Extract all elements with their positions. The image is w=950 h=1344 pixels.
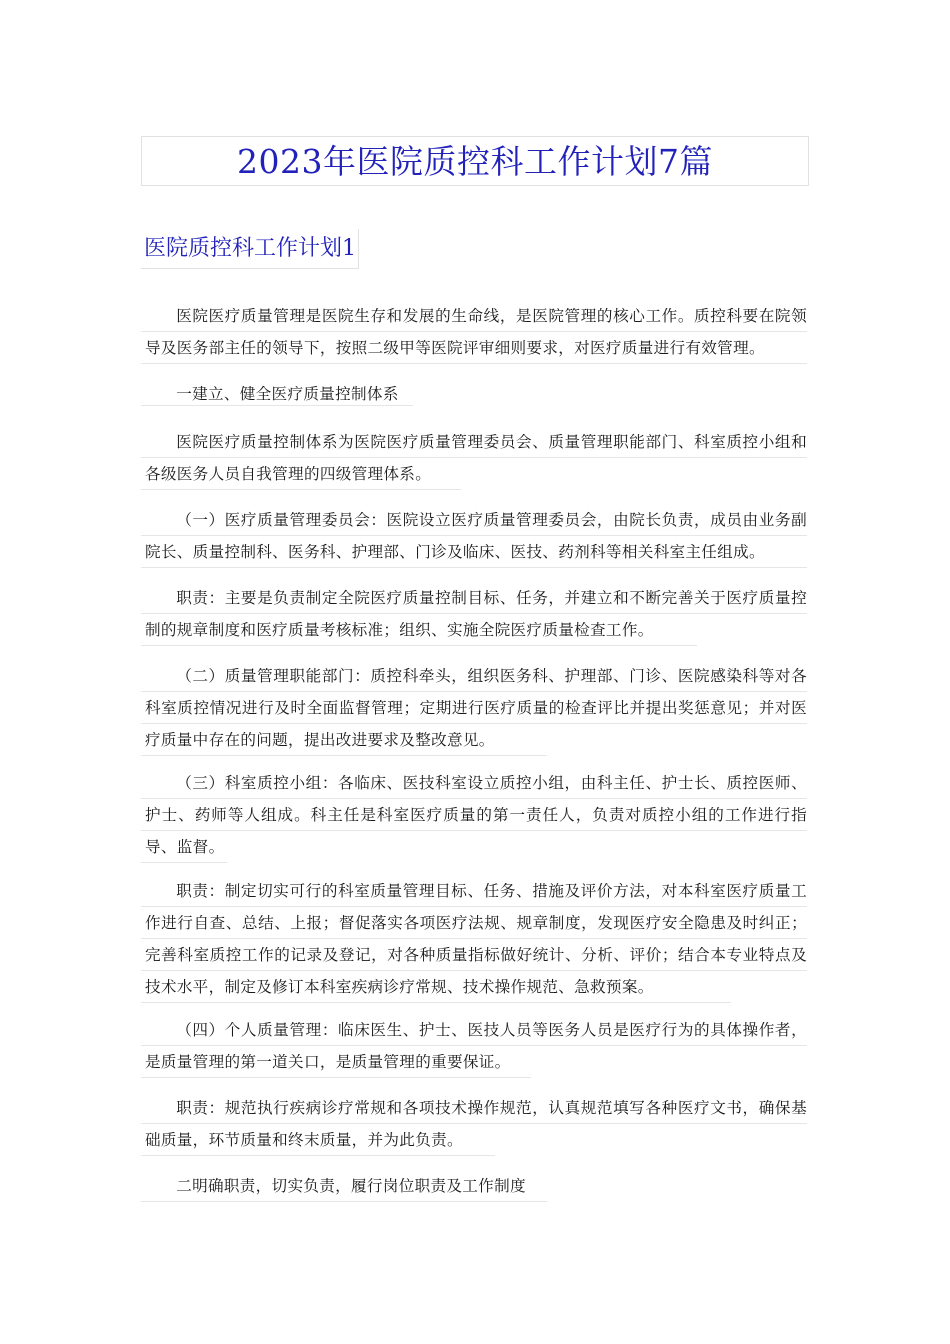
line-guide bbox=[141, 567, 807, 568]
line-guide bbox=[141, 906, 807, 907]
line-guide bbox=[141, 723, 807, 724]
line-guide bbox=[141, 489, 461, 490]
line-guide bbox=[141, 938, 807, 939]
paragraph-heading-1: 一建立、健全医疗质量控制体系 bbox=[176, 385, 399, 403]
line-guide bbox=[141, 970, 807, 971]
line-guide bbox=[141, 645, 697, 646]
paragraph-team: （三）科室质控小组：各临床、医技科室设立质控小组，由科主任、护士长、质控医师、护士、药师等人组成。科主任是科室医疗质量的第一责任人，负责对质控小组的工作进行指导、监督。 bbox=[145, 774, 807, 856]
section-heading: 医院质控科工作计划1 bbox=[144, 235, 356, 261]
line-guide bbox=[141, 1077, 531, 1078]
line-guide bbox=[141, 798, 807, 799]
paragraph-committee: （一）医疗质量管理委员会：医院设立医疗质量管理委员会，由院长负责，成员由业务副院长、质量控制科、医务科、护理部、门诊及临床、医技、药剂科等相关科室主任组成。 bbox=[145, 511, 807, 561]
line-guide bbox=[141, 1002, 731, 1003]
line-guide bbox=[141, 457, 807, 458]
title-frame bbox=[141, 136, 809, 186]
line-guide bbox=[141, 755, 547, 756]
paragraph-committee-duty: 职责：主要是负责制定全院医疗质量控制目标、任务，并建立和不断完善关于医疗质量控制的规章制度和医疗质量考核标准；组织、实施全院医疗质量检查工作。 bbox=[145, 589, 807, 639]
paragraph-department: （二）质量管理职能部门：质控科牵头，组织医务科、护理部、门诊、医院感染科等对各科室质控情况进行及时全面监督管理；定期进行医疗质量的检查评比并提出奖惩意见；并对医疗质量中存在的问题，提出改进要求及整改意见。 bbox=[145, 667, 807, 749]
line-guide bbox=[141, 363, 807, 364]
line-guide bbox=[141, 1123, 807, 1124]
section-heading-frame bbox=[141, 229, 359, 269]
line-guide bbox=[141, 535, 807, 536]
paragraph-individual-duty: 职责：规范执行疾病诊疗常规和各项技术操作规范，认真规范填写各种医疗文书，确保基础质量，环节质量和终末质量，并为此负责。 bbox=[145, 1099, 807, 1149]
line-guide bbox=[141, 691, 807, 692]
line-guide bbox=[141, 1045, 807, 1046]
line-guide bbox=[141, 613, 807, 614]
document-title: 2023年医院质控科工作计划7篇 bbox=[237, 141, 713, 181]
paragraph-system: 医院医疗质量控制体系为医院医疗质量管理委员会、质量管理职能部门、科室质控小组和各级医务人员自我管理的四级管理体系。 bbox=[145, 433, 807, 483]
line-guide bbox=[141, 1201, 547, 1202]
line-guide bbox=[141, 830, 807, 831]
line-guide bbox=[141, 331, 807, 332]
line-guide bbox=[141, 405, 413, 406]
line-guide bbox=[141, 1155, 495, 1156]
line-guide bbox=[141, 862, 227, 863]
paragraph-team-duty: 职责：制定切实可行的科室质量管理目标、任务、措施及评价方法，对本科室医疗质量工作进行自查、总结、上报；督促落实各项医疗法规、规章制度，发现医疗安全隐患及时纠正；完善科室质控工作的记录及登记，对各种质量指标做好统计、分析、评价；结合本专业特点及技术水平，制定及修订本科室疾病诊疗常规、技术操作规范、急救预案。 bbox=[145, 882, 807, 996]
paragraph-intro: 医院医疗质量管理是医院生存和发展的生命线，是医院管理的核心工作。质控科要在院领导及医务部主任的领导下，按照二级甲等医院评审细则要求，对医疗质量进行有效管理。 bbox=[145, 307, 807, 357]
paragraph-individual: （四）个人质量管理：临床医生、护士、医技人员等医务人员是医疗行为的具体操作者，是质量管理的第一道关口，是质量管理的重要保证。 bbox=[145, 1021, 807, 1071]
paragraph-heading-2: 二明确职责，切实负责，履行岗位职责及工作制度 bbox=[176, 1177, 526, 1195]
